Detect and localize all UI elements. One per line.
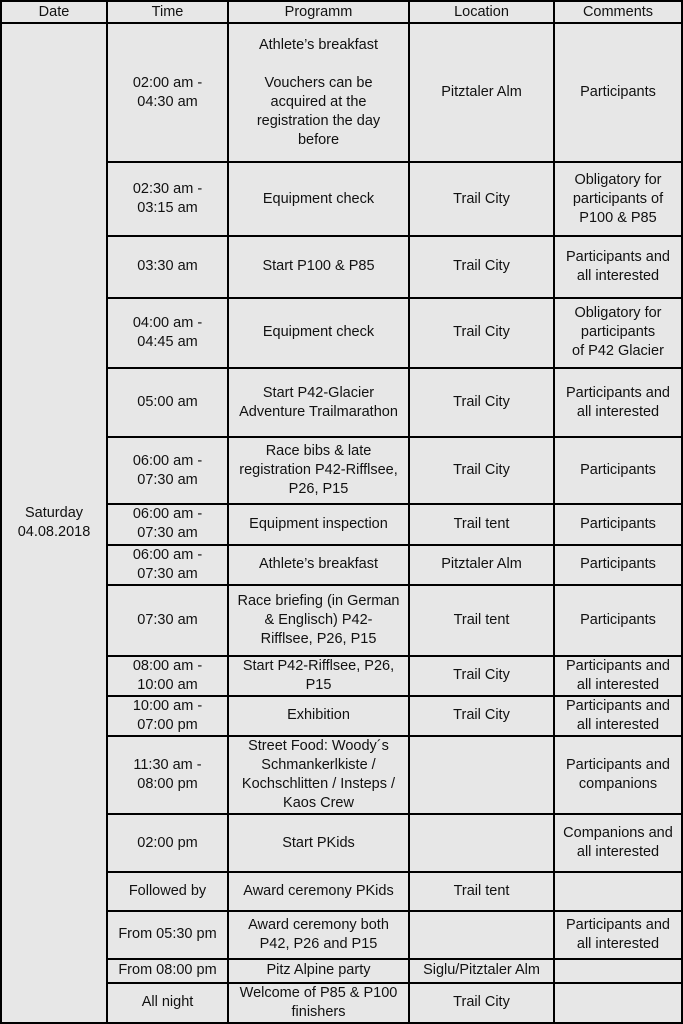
program-cell: Exhibition bbox=[229, 697, 408, 735]
program-cell: Equipment inspection bbox=[229, 505, 408, 543]
time-cell: 02:30 am - 03:15 am bbox=[108, 163, 227, 234]
comments-cell: Obligatory for participants of P42 Glacier bbox=[555, 299, 681, 367]
location-cell: Trail City bbox=[410, 697, 553, 735]
header-location: Location bbox=[410, 2, 553, 22]
time-cell: 05:00 am bbox=[108, 369, 227, 436]
comments-cell: Participants and all interested bbox=[555, 657, 681, 695]
location-cell bbox=[410, 815, 553, 871]
location-cell: Siglu/Pitztaler Alm bbox=[410, 960, 553, 982]
comments-cell: Participants and all interested bbox=[555, 369, 681, 436]
time-cell: 02:00 pm bbox=[108, 815, 227, 871]
location-cell: Pitztaler Alm bbox=[410, 24, 553, 161]
comments-cell: Participants and all interested bbox=[555, 912, 681, 958]
comments-cell: Participants bbox=[555, 438, 681, 503]
location-cell: Trail City bbox=[410, 657, 553, 695]
comments-cell: Obligatory for participants of P100 & P85 bbox=[555, 163, 681, 234]
program-cell: Start P42-Glacier Adventure Trailmarathon bbox=[229, 369, 408, 436]
comments-cell bbox=[555, 873, 681, 909]
header-row bbox=[2, 2, 681, 22]
comments-cell: Participants and all interested bbox=[555, 237, 681, 297]
program-cell: Award ceremony PKids bbox=[229, 873, 408, 909]
comments-cell: Companions and all interested bbox=[555, 815, 681, 871]
table-row bbox=[2, 24, 681, 161]
location-cell: Pitztaler Alm bbox=[410, 546, 553, 584]
program-cell: Start P42-Rifflsee, P26, P15 bbox=[229, 657, 408, 695]
comments-cell bbox=[555, 960, 681, 982]
header-date: Date bbox=[2, 2, 106, 22]
comments-cell: Participants and companions bbox=[555, 737, 681, 813]
time-cell: 03:30 am bbox=[108, 237, 227, 297]
date-cell: Saturday 04.08.2018 bbox=[2, 24, 106, 1022]
header-program: Programm bbox=[229, 2, 408, 22]
location-cell bbox=[410, 912, 553, 958]
program-cell: Pitz Alpine party bbox=[229, 960, 408, 982]
comments-cell: Participants and all interested bbox=[555, 697, 681, 735]
program-cell: Award ceremony both P42, P26 and P15 bbox=[229, 912, 408, 958]
location-cell: Trail tent bbox=[410, 586, 553, 655]
comments-cell: Participants bbox=[555, 586, 681, 655]
location-cell: Trail City bbox=[410, 369, 553, 436]
location-cell: Trail tent bbox=[410, 505, 553, 543]
time-cell: 02:00 am - 04:30 am bbox=[108, 24, 227, 161]
time-cell: 11:30 am - 08:00 pm bbox=[108, 737, 227, 813]
program-cell: Start PKids bbox=[229, 815, 408, 871]
location-cell: Trail City bbox=[410, 299, 553, 367]
location-cell bbox=[410, 737, 553, 813]
program-cell: Street Food: Woody´s Schmankerlkiste / Kochschlitten / Insteps / Kaos Crew bbox=[229, 737, 408, 813]
program-cell: Equipment check bbox=[229, 163, 408, 234]
comments-cell: Participants bbox=[555, 546, 681, 584]
time-cell: Followed by bbox=[108, 873, 227, 909]
comments-cell bbox=[555, 984, 681, 1022]
time-cell: 07:30 am bbox=[108, 586, 227, 655]
header-time: Time bbox=[108, 2, 227, 22]
location-cell: Trail City bbox=[410, 237, 553, 297]
location-cell: Trail City bbox=[410, 438, 553, 503]
time-cell: 06:00 am - 07:30 am bbox=[108, 505, 227, 543]
program-cell: Start P100 & P85 bbox=[229, 237, 408, 297]
time-cell: From 08:00 pm bbox=[108, 960, 227, 982]
time-cell: 10:00 am - 07:00 pm bbox=[108, 697, 227, 735]
program-cell: Equipment check bbox=[229, 299, 408, 367]
comments-cell: Participants bbox=[555, 505, 681, 543]
location-cell: Trail tent bbox=[410, 873, 553, 909]
comments-cell: Participants bbox=[555, 24, 681, 161]
program-cell: Athlete’s breakfast bbox=[229, 546, 408, 584]
time-cell: 08:00 am - 10:00 am bbox=[108, 657, 227, 695]
location-cell: Trail City bbox=[410, 163, 553, 234]
program-cell: Athlete’s breakfast Vouchers can be acquired at the registration the day before bbox=[229, 24, 408, 161]
time-cell: 06:00 am - 07:30 am bbox=[108, 438, 227, 503]
program-cell: Race bibs & late registration P42-Rifflsee, P26, P15 bbox=[229, 438, 408, 503]
location-cell: Trail City bbox=[410, 984, 553, 1022]
time-cell: 06:00 am - 07:30 am bbox=[108, 546, 227, 584]
header-comments: Comments bbox=[555, 2, 681, 22]
program-cell: Welcome of P85 & P100 finishers bbox=[229, 984, 408, 1022]
program-cell: Race briefing (in German & Englisch) P42- Rifflsee, P26, P15 bbox=[229, 586, 408, 655]
time-cell: All night bbox=[108, 984, 227, 1022]
time-cell: From 05:30 pm bbox=[108, 912, 227, 958]
time-cell: 04:00 am - 04:45 am bbox=[108, 299, 227, 367]
